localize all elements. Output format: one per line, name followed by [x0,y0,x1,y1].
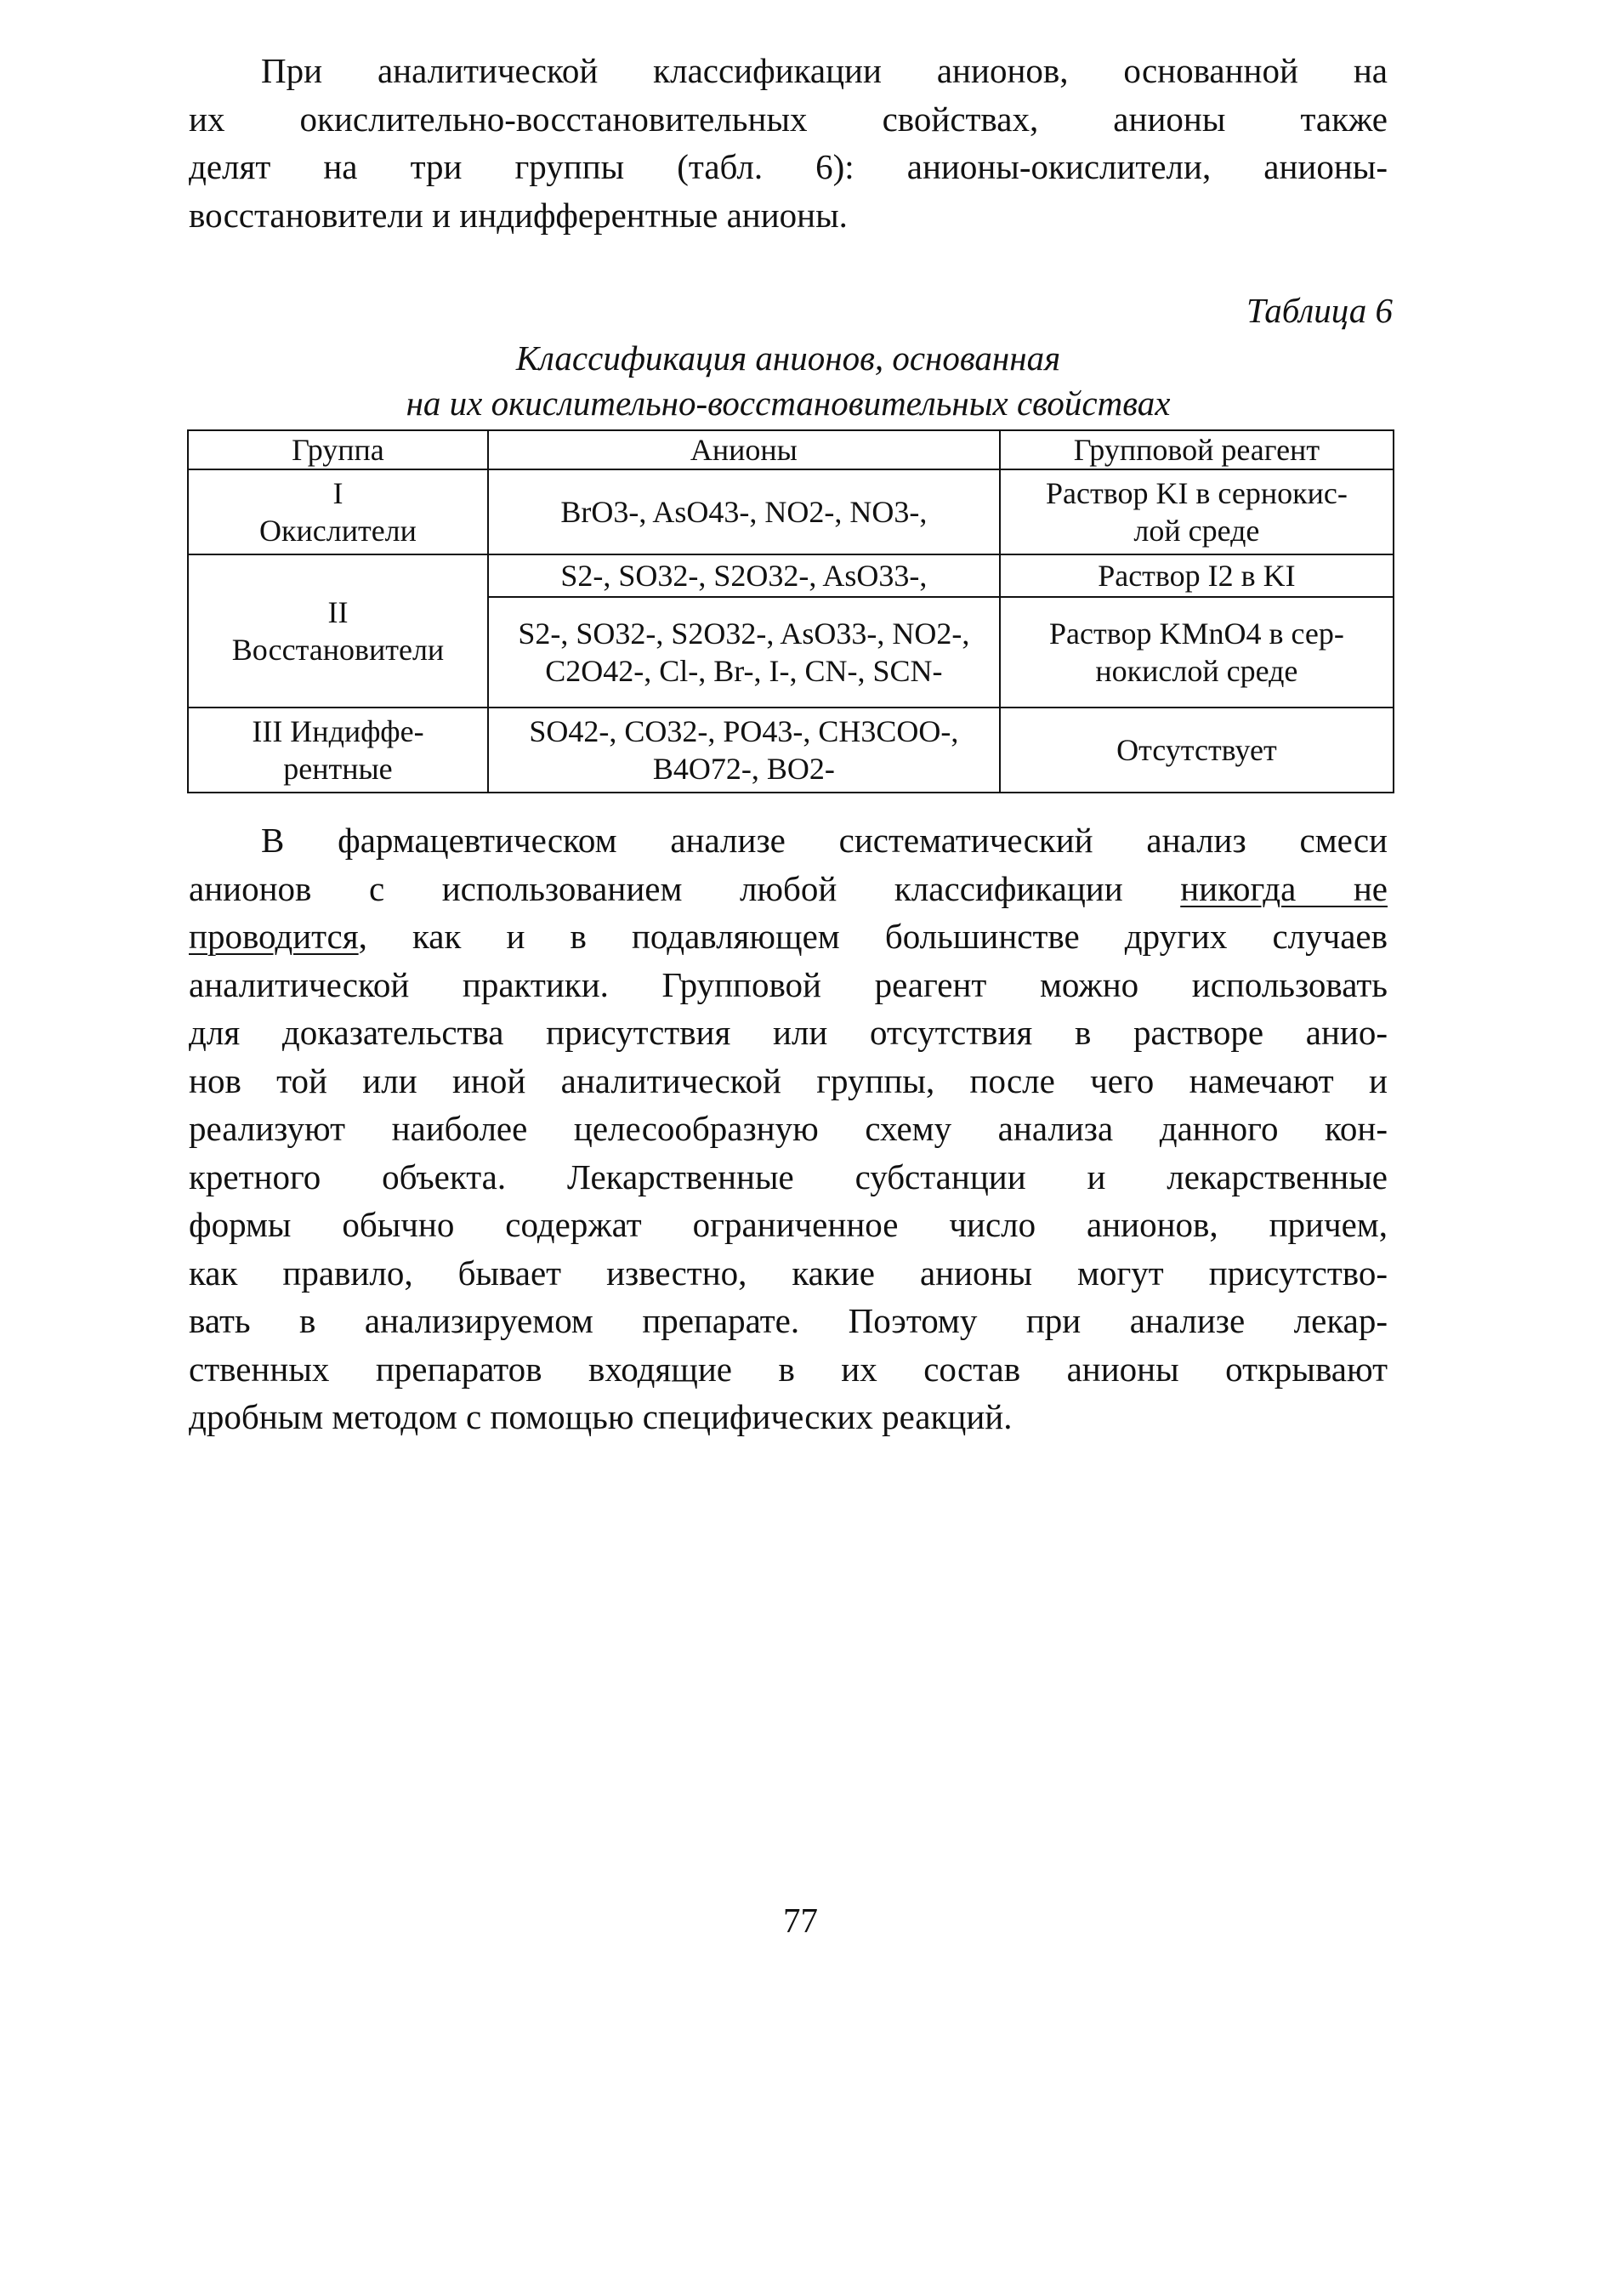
underlined-text: проводится [189,917,359,956]
text-line: их окислительно-восстановительных свойствах, анионы также [189,99,1388,139]
anions-formula: SO42-, CO32-, PO43-, CH3COO-, [529,714,959,748]
reagent-cell [1000,708,1394,793]
anions-formula: S2-, SO32-, S2O32-, AsO33-, [560,559,928,593]
text-line: При аналитической классификации анионов, основанной на [261,51,1388,90]
text-line: для доказательства присутствия или отсутствия в растворе анио- [189,1013,1388,1052]
header-group: Группа [188,430,488,469]
text-line: как правило, бывает известно, какие анионы могут присутство- [189,1253,1388,1293]
group-cell [188,469,488,554]
reagent-cell [1000,469,1394,554]
anion-classification-table [187,429,1394,793]
text-span: анионов с использованием любой классификации [189,868,1123,908]
text-line: вать в анализируемом препарате. Поэтому при анализе лекар- [189,1301,1388,1340]
reagent-text: Отсутствует [1116,733,1277,767]
text-line: формы обычно содержат ограниченное число анионов, причем, [189,1205,1388,1244]
reagent-text: нокислой среде [1095,654,1298,688]
table-row [188,469,1394,554]
table-row [188,708,1394,793]
anions-cell [488,597,1000,708]
text-line: восстановители и индифферентные анионы. [189,195,848,235]
text-line [189,912,1388,961]
table-number-label: Таблица 6 [1246,291,1393,330]
group-number: II [327,595,349,629]
reagent-text: лой среде [1133,514,1260,548]
group-cell [188,708,488,793]
reagent-text: Раствор I2 в KI [1098,559,1296,593]
text-line: дробным методом с помощью специфических реакций. [189,1397,1013,1436]
table-header-row [188,430,1394,469]
table-row [188,554,1394,597]
text-line: реализуют наиболее целесообразную схему анализа данного кон- [189,1109,1388,1148]
anions-cell [488,708,1000,793]
reagent-cell [1000,554,1394,597]
text-line: В фармацевтическом анализе систематический анализ смеси [261,821,1388,860]
anions-cell [488,469,1000,554]
underlined-text: никогда не [1180,868,1388,908]
anions-cell [488,554,1000,597]
group-cell [188,554,488,708]
reagent-cell [1000,597,1394,708]
group-name: Восстановители [231,633,445,667]
table-title-line-2: на их окислительно-восстановительных свойствах [406,384,1171,423]
text-line: ственных препаратов входящие в их состав анионы открывают [189,1349,1388,1389]
table-title-line-1: Классификация анионов, основанная [515,338,1061,378]
anions-formula: C2O42-, Cl-, Br-, I-, CN-, SCN- [545,654,943,688]
reagent-text: Раствор KMnO4 в сер- [1048,617,1344,651]
reagent-text: Раствор KI в сернокис- [1045,476,1348,510]
main-paragraph [189,816,1388,1441]
anions-formula: B4O72-, BO2- [652,752,835,786]
text-line: делят на три группы (табл. 6): анионы-окислители, анионы- [189,147,1388,186]
text-line [189,865,1388,913]
header-anions: Анионы [488,430,1000,469]
text-line: нов той или иной аналитической группы, после чего намечают и [189,1060,1388,1100]
anions-formula: BrO3-, AsO43-, NO2-, NO3-, [560,495,928,529]
anions-formula: S2-, SO32-, S2O32-, AsO33-, NO2-, [518,617,970,651]
intro-paragraph [189,47,1388,239]
text-line: кретного объекта. Лекарственные субстанции и лекарственные [189,1157,1388,1196]
text-span: , как и в подавляющем большинстве других случаев [358,917,1388,956]
group-name: III Индиффе- [252,714,424,748]
text-line: аналитической практики. Групповой реагент можно использовать [189,964,1388,1004]
page-number: 77 [783,1901,818,1940]
group-name: рентные [283,752,393,786]
group-number: I [332,476,343,510]
header-group-reagent: Групповой реагент [1000,430,1394,469]
group-name: Окислители [259,514,417,548]
